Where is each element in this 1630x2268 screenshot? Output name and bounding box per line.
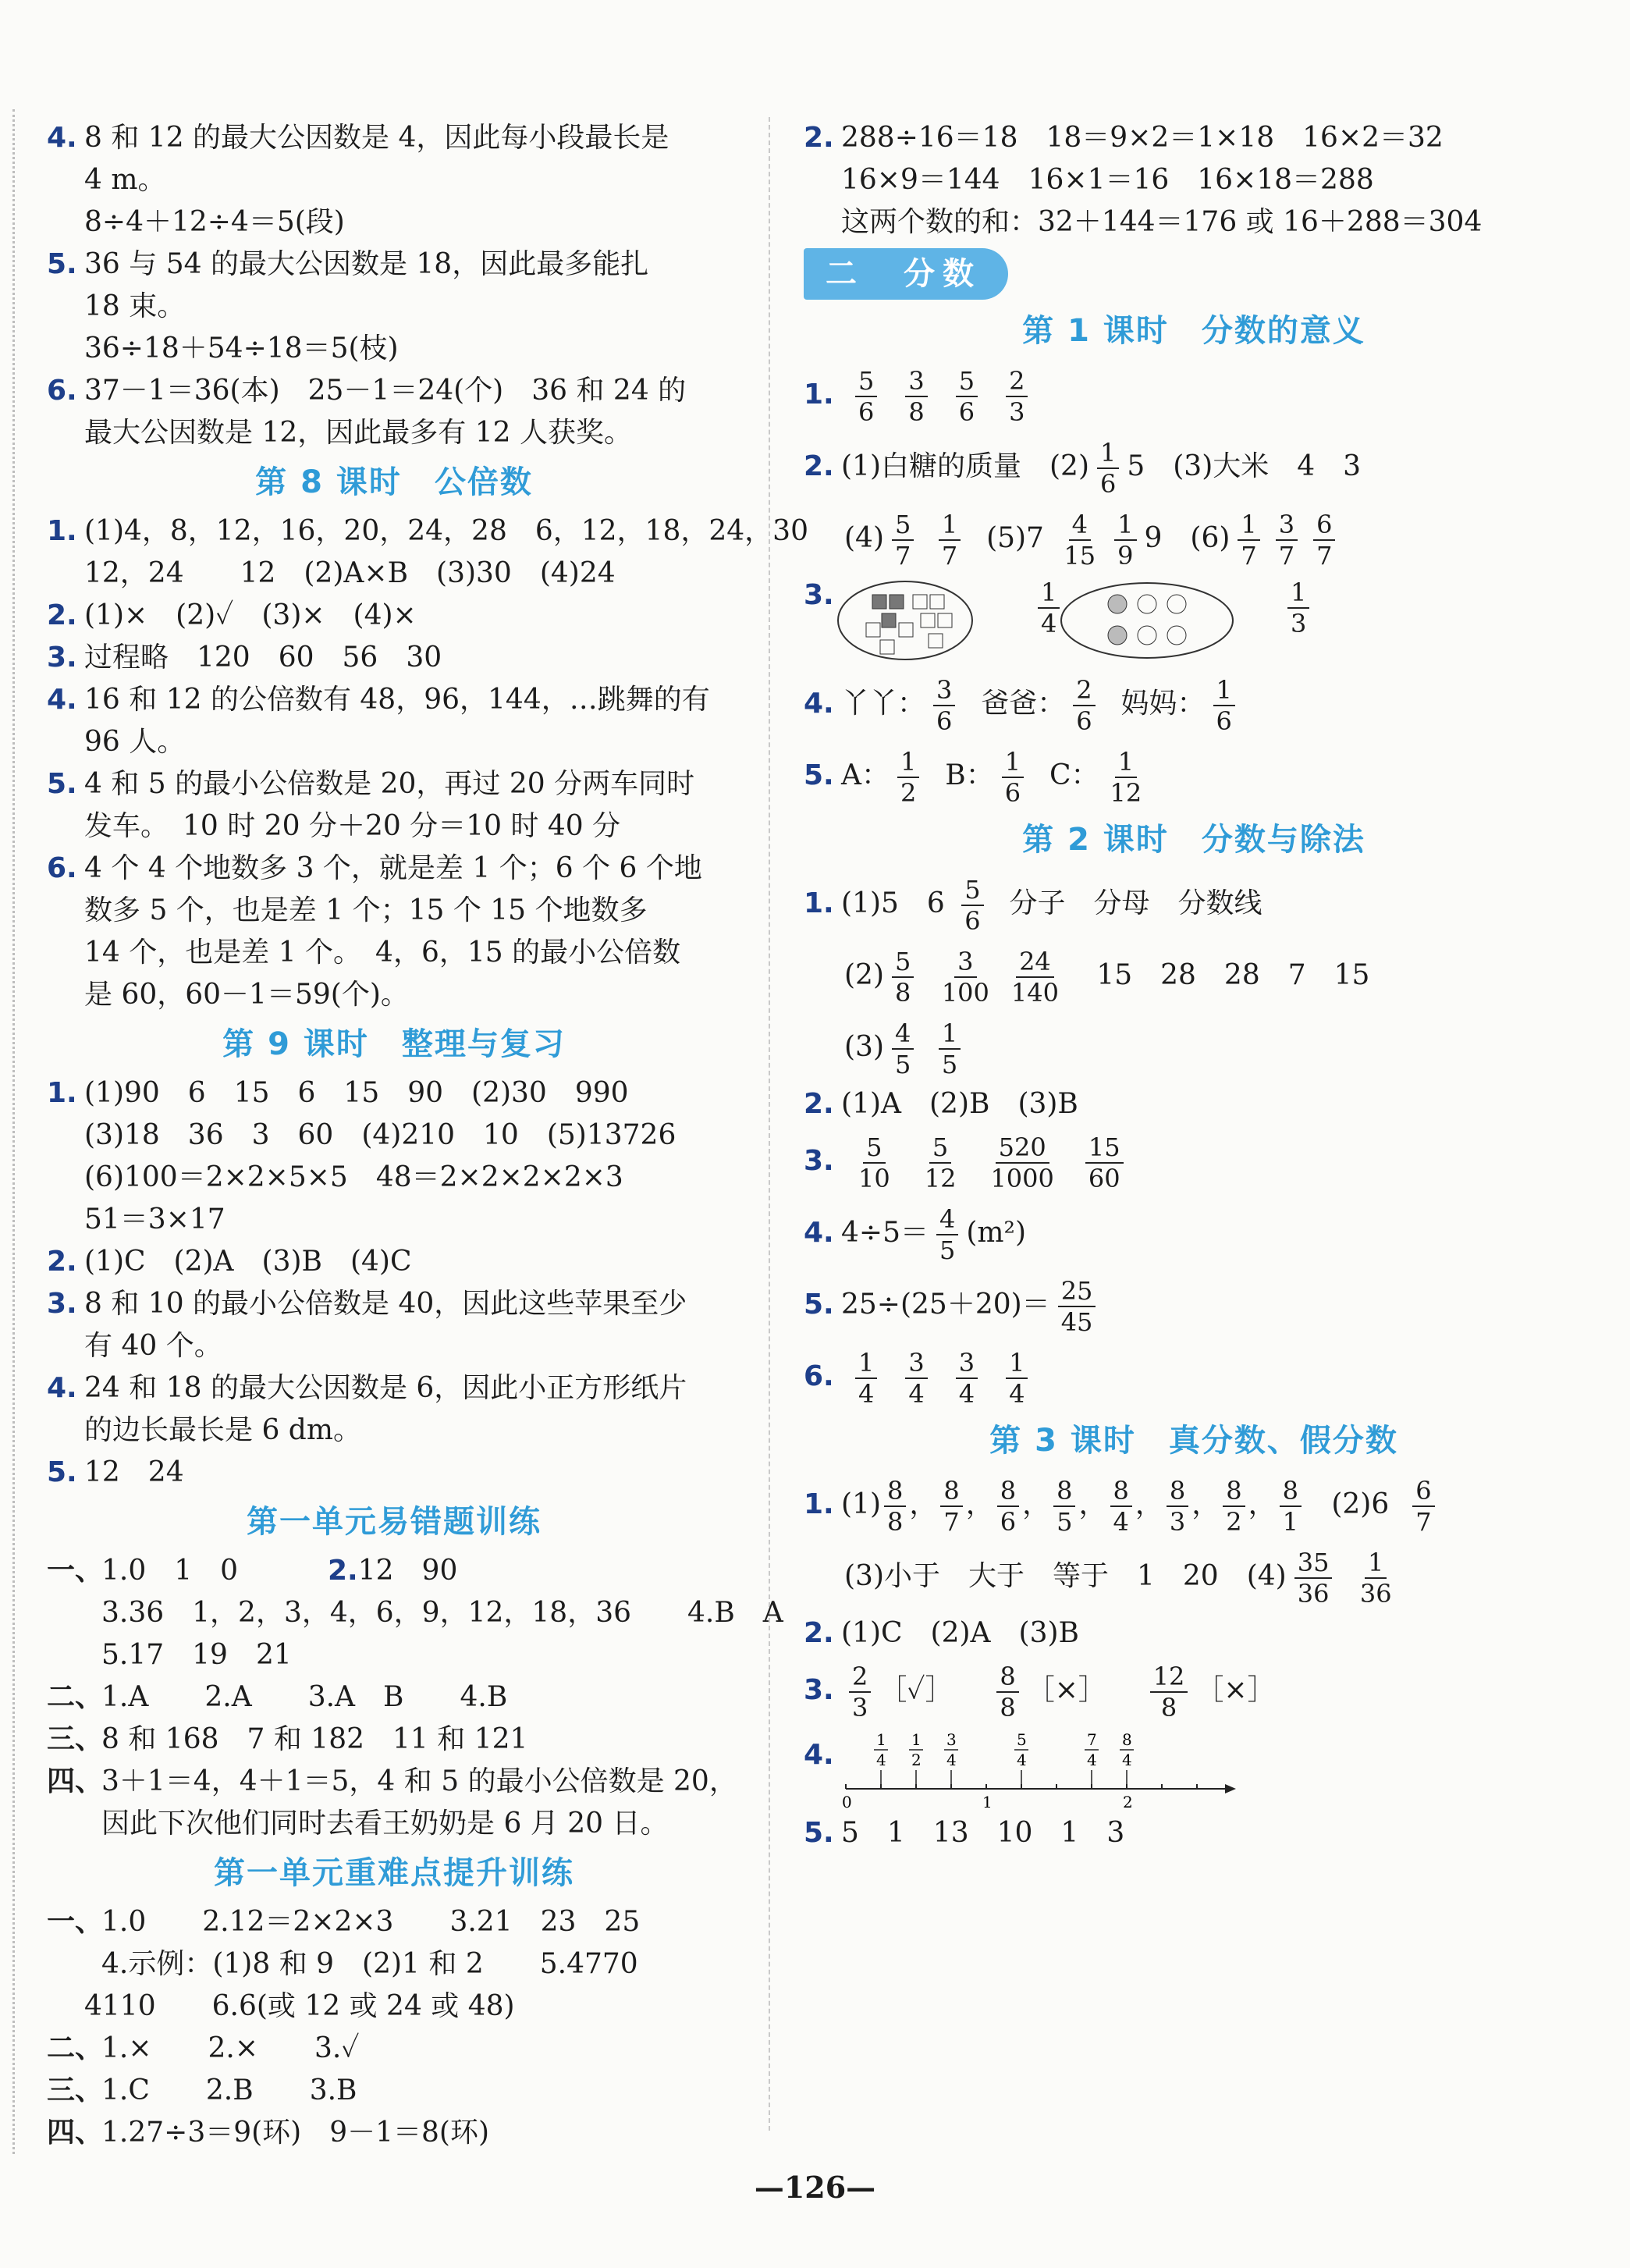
- answers-block-continued: [804, 117, 1584, 244]
- p1-q2-line1: 2. (1)白糖的质量 (2) $\frac{1}{6}$ 5 (3)大米 4 3: [804, 438, 1362, 499]
- answer-text: 发车。 10 时 20 分＋20 分＝10 时 40 分: [84, 810, 621, 842]
- answer-line: [47, 1550, 741, 1592]
- answer-text: 12 90: [357, 1555, 458, 1587]
- answer-text: 3.36 1，2，3，4，6，9，12，18，36 4.B A: [101, 1597, 783, 1629]
- lesson2-heading: 第 2 课时 分数与除法: [1022, 822, 1365, 858]
- answer-text: (1)C (2)A (3)B (4)C: [84, 1246, 412, 1278]
- answer-text: 96 人。: [84, 726, 186, 758]
- answer-line: [47, 2112, 741, 2154]
- unit1-key-heading: 第一单元重难点提升训练: [214, 1855, 574, 1891]
- answer-line: [47, 201, 741, 244]
- svg-text:7: 7: [1087, 1730, 1097, 1749]
- fraction: $\frac{5}{6}$: [961, 875, 983, 936]
- question-number: 四、: [47, 1765, 104, 1797]
- answer-text: 最大公因数是 12，因此最多有 12 人获奖。: [84, 417, 632, 449]
- answer-text: 12，24 12 (2)A×B (3)30 (4)24: [84, 557, 616, 589]
- question-number: 4.: [47, 122, 77, 154]
- answer-line: [47, 763, 741, 805]
- svg-text:8: 8: [1122, 1730, 1132, 1749]
- answer-line: [47, 2070, 741, 2112]
- answer-line: [47, 1943, 741, 1985]
- answer-line: [47, 1634, 741, 1676]
- answer-line: [47, 117, 741, 159]
- answer-text: 24 和 18 的最大公因数是 6，因此小正方形纸片: [84, 1372, 687, 1404]
- answer-text: 数多 5 个，也是差 1 个；15 个 15 个地数多: [84, 894, 648, 926]
- answer-line: [47, 1761, 741, 1803]
- fraction: $\frac{15}{60}$: [1085, 1132, 1124, 1193]
- answer-text: 36÷18＋54÷18＝5(枝): [84, 332, 399, 364]
- unit2-badge: 二 分数: [804, 248, 1008, 300]
- fraction: $\frac{24}{140}$: [1010, 947, 1059, 1008]
- answer-text: 的边长最长是 6 dm。: [84, 1414, 361, 1446]
- fraction: $\frac{2}{6}$: [1073, 675, 1095, 736]
- fraction: $\frac{5}{6}$: [956, 366, 978, 427]
- question-number: 2.: [328, 1555, 358, 1587]
- fraction: $\frac{8}{5}$: [1053, 1476, 1075, 1537]
- fraction: $\frac{8}{8}$: [884, 1476, 906, 1537]
- answer-line: [47, 370, 741, 412]
- answer-line: [47, 1241, 741, 1283]
- answer-line: [47, 932, 741, 974]
- fraction: $\frac{1}{5}$: [939, 1018, 961, 1079]
- fraction: $\frac{1}{4}$: [1038, 578, 1060, 638]
- p1-q2-line2: (4) $\frac{5}{7}$ $\frac{1}{7}$ (5)7 $\frac{4}{15}$ $\frac{1}{9}$ 9 (6) $\frac{1}{7}$ $\frac{3}{7}$ $\frac{6}{7}$: [804, 503, 1584, 574]
- svg-text:2: 2: [911, 1751, 922, 1769]
- answer-line: [47, 1452, 741, 1494]
- answer-line: [47, 1325, 741, 1367]
- p3-q1-line1: 1. (1) $\frac{8}{8}$ ， $\frac{8}{7}$ ， $\frac{8}{6}$ ， $\frac{8}{5}$ ， $\frac{8}{4}$ ， $\frac{8}{3}$ ， $\frac{8}{2}$ ， $\frac{8}{1}$ (2)6 $\frac{6}{7}$: [804, 1469, 1584, 1541]
- question-number: 2.: [47, 1246, 77, 1278]
- answer-line: [47, 1592, 783, 1634]
- fraction: $\frac{3}{100}$: [941, 947, 989, 1008]
- fraction: $\frac{5}{12}$: [924, 1132, 957, 1193]
- answer-text: 1.0 1 0: [101, 1555, 295, 1587]
- lesson1-heading: 第 1 课时 分数的意义: [1022, 313, 1365, 349]
- answer-text: 36 与 54 的最大公因数是 18，因此最多能扎: [84, 248, 649, 280]
- p2-q6: 6. $\frac{1}{4}$ $\frac{3}{4}$ $\frac{3}{4}$ $\frac{1}{4}$: [804, 1341, 1584, 1413]
- answer-text: 4110 6.6(或 12 或 24 或 48): [84, 1990, 515, 2022]
- answer-text: 1.C 2.B 3.B: [101, 2074, 357, 2106]
- answer-line: [47, 1719, 741, 1761]
- question-number: 5.: [47, 768, 77, 800]
- question-number: 三、: [47, 2074, 104, 2106]
- answer-text: (6)100＝2×2×5×5 48＝2×2×2×2×3: [84, 1161, 623, 1193]
- answer-line: [47, 1367, 741, 1410]
- answer-line: [47, 1157, 741, 1199]
- fraction: $\frac{25}{45}$: [1058, 1276, 1096, 1337]
- fraction: $\frac{1}{9}$: [1114, 510, 1136, 571]
- fraction: $\frac{8}{2}$: [1223, 1476, 1245, 1537]
- answer-line: [47, 1199, 741, 1241]
- fraction: $\frac{5}{6}$: [855, 366, 877, 427]
- answers-block-unit1-key: [47, 1901, 741, 2154]
- question-number: 4.: [47, 684, 77, 716]
- smiley-oval: [1061, 583, 1233, 658]
- p1-q1: 1. $\frac{5}{6}$ $\frac{3}{8}$ $\frac{5}{6}$ $\frac{2}{3}$: [804, 359, 1584, 431]
- question-number: 3.: [47, 1288, 77, 1320]
- answer-text: 5.17 19 21: [101, 1639, 292, 1671]
- fraction: $\frac{1}{36}$: [1359, 1548, 1392, 1609]
- answer-line: [47, 637, 741, 679]
- p2-q1-line3: (3) $\frac{4}{5}$ $\frac{1}{5}$: [804, 1011, 1584, 1083]
- answer-text: 288÷16＝18 18＝9×2＝1×18 16×2＝32: [841, 122, 1444, 154]
- answer-text: 12 24: [84, 1456, 184, 1488]
- number-line-fraction-label: [944, 1730, 958, 1789]
- question-number: 6.: [47, 375, 77, 407]
- fraction: $\frac{6}{7}$: [1412, 1476, 1434, 1537]
- right-column: [804, 117, 1584, 1854]
- lesson9-heading: 第 9 课时 整理与复习: [222, 1026, 566, 1062]
- answer-line: [804, 117, 1584, 159]
- fraction: $\frac{8}{4}$: [1110, 1476, 1132, 1537]
- fraction: $\frac{3}{4}$: [956, 1348, 978, 1409]
- p3-q1-line2: (3)小于 大于 等于 1 20 (4) $\frac{35}{36}$ $\frac{1}{36}$: [804, 1541, 1584, 1612]
- svg-text:4: 4: [1122, 1751, 1132, 1769]
- answer-text: 过程略 120 60 56 30: [84, 642, 442, 674]
- answer-line: [47, 1803, 741, 1845]
- answers-block-lesson9: [47, 1072, 741, 1494]
- answer-line: [47, 2028, 741, 2070]
- fraction: $\frac{8}{3}$: [1167, 1476, 1188, 1537]
- answer-line: [47, 890, 741, 932]
- fraction: $\frac{2}{3}$: [1006, 366, 1028, 427]
- fraction: $\frac{35}{36}$: [1294, 1548, 1333, 1609]
- question-number: 3.: [47, 642, 77, 674]
- fraction: $\frac{5}{10}$: [858, 1132, 890, 1193]
- page-edge-decoration: [12, 109, 15, 2154]
- answer-line: [47, 553, 741, 595]
- svg-text:4: 4: [876, 1751, 886, 1769]
- svg-text:1: 1: [911, 1730, 922, 1749]
- p2-q3: 3. $\frac{5}{10}$ $\frac{5}{12}$ $\frac{520}{1000}$ $\frac{15}{60}$: [804, 1125, 1584, 1197]
- answer-line: [804, 201, 1584, 244]
- number-line-fraction-label: [909, 1730, 923, 1789]
- unit1-error-heading: 第一单元易错题训练: [247, 1504, 542, 1540]
- fraction: $\frac{3}{4}$: [905, 1348, 927, 1409]
- answer-line: [804, 159, 1584, 201]
- answer-text: 有 40 个。: [84, 1330, 222, 1362]
- number-line-fraction-label: [1120, 1730, 1134, 1789]
- fraction: $\frac{5}{7}$: [892, 510, 914, 571]
- question-number: 1.: [47, 515, 77, 547]
- p1-q3: 3. $\frac{1}{4}$ $\frac{1}{3}$: [804, 574, 1584, 668]
- answer-line: [47, 328, 741, 370]
- answer-text: 8 和 12 的最大公因数是 4，因此每小段最长是: [84, 122, 669, 154]
- question-number: 5.: [47, 1456, 77, 1488]
- number-line-fraction-label: [874, 1730, 888, 1789]
- answer-line: [47, 1072, 741, 1114]
- answer-text: 1.27÷3＝9(环) 9－1＝8(环): [101, 2117, 490, 2149]
- number-line-fraction-label: [1014, 1730, 1028, 1789]
- fraction: $\frac{1}{4}$: [855, 1348, 877, 1409]
- answer-line: [47, 1901, 741, 1943]
- answer-text: 16×9＝144 16×1＝16 16×18＝288: [841, 164, 1374, 196]
- svg-text:1: 1: [876, 1730, 886, 1749]
- page-number: —126—: [754, 2170, 876, 2205]
- question-number: 6.: [47, 852, 77, 884]
- left-column: [47, 117, 808, 2154]
- lesson8-heading: 第 8 课时 公倍数: [255, 464, 533, 500]
- question-number: 三、: [47, 1723, 104, 1755]
- fraction: $\frac{1}{6}$: [1213, 675, 1235, 736]
- answer-text: 3＋1＝4，4＋1＝5，4 和 5 的最小公倍数是 20，: [101, 1765, 737, 1797]
- number-line: [838, 1726, 1275, 1812]
- answer-line: [47, 1410, 741, 1452]
- answer-line: [47, 286, 741, 328]
- svg-text:3: 3: [946, 1730, 957, 1749]
- number-line-tick-label: 1: [982, 1793, 993, 1811]
- p1-q5: 5. A： $\frac{1}{2}$ B： $\frac{1}{6}$ C： $\frac{1}{12}$: [804, 740, 1584, 812]
- lesson3-heading: 第 3 课时 真分数、假分数: [989, 1423, 1398, 1459]
- fraction: $\frac{2}{3}$: [849, 1662, 871, 1722]
- number-line-tick-label: 2: [1123, 1793, 1133, 1811]
- answer-text: 因此下次他们同时去看王奶奶是 6 月 20 日。: [101, 1808, 669, 1840]
- number-line-arrow: [1225, 1784, 1236, 1793]
- answer-text: (1)× (2)✓ (3)× (4)×: [84, 599, 417, 631]
- answer-line: [47, 848, 741, 890]
- fraction: $\frac{1}{6}$: [1097, 438, 1119, 499]
- answer-line: [47, 1283, 741, 1325]
- svg-text:4: 4: [1017, 1751, 1027, 1769]
- svg-text:5: 5: [1017, 1730, 1027, 1749]
- fraction: $\frac{4}{5}$: [936, 1204, 958, 1265]
- question-number: 5.: [47, 248, 77, 280]
- fraction: $\frac{3}{6}$: [933, 675, 955, 736]
- p1-q4: 4. 丫丫： $\frac{3}{6}$ 爸爸： $\frac{2}{6}$ 妈妈： $\frac{1}{6}$: [804, 668, 1584, 740]
- question-number: 1.: [47, 1077, 77, 1109]
- fraction: $\frac{8}{7}$: [940, 1476, 962, 1537]
- p3-q2: 2. (1)C (2)A (3)B: [804, 1617, 1079, 1649]
- answer-text: (1)4，8，12，16，20，24，28 6，12，18，24，30: [84, 515, 808, 547]
- fraction: $\frac{6}{7}$: [1313, 510, 1335, 571]
- answer-line: [47, 412, 741, 454]
- fraction: $\frac{8}{6}$: [997, 1476, 1019, 1537]
- p3-q5: 5. 5 1 13 10 1 3: [804, 1817, 1125, 1849]
- fraction: $\frac{1}{4}$: [1006, 1348, 1028, 1409]
- fraction: $\frac{4}{5}$: [892, 1018, 914, 1079]
- answer-text: 这两个数的和：32＋144＝176 或 16＋288＝304: [841, 206, 1483, 238]
- question-number: 4.: [47, 1372, 77, 1404]
- fraction: $\frac{8}{1}$: [1280, 1476, 1302, 1537]
- fraction: $\frac{3}{7}$: [1276, 510, 1298, 571]
- answers-block-lesson8: [47, 510, 808, 1016]
- question-number: 一、: [47, 1555, 104, 1587]
- answer-text: 1.× 2.× 3.✓: [101, 2032, 360, 2064]
- fraction: $\frac{1}{2}$: [897, 747, 919, 808]
- p3-q4: 4. 0 1 2 1 4 1 2 3 4 5 4 7 4 8 4: [804, 1726, 1584, 1812]
- fraction: $\frac{1}{7}$: [939, 510, 961, 571]
- question-number: 2.: [47, 599, 77, 631]
- answer-line: [47, 1676, 741, 1719]
- answer-text: 16 和 12 的公倍数有 48，96，144，…跳舞的有: [84, 684, 710, 716]
- answer-line: [47, 974, 741, 1016]
- answer-text: 4 和 5 的最小公倍数是 20，再过 20 分两车同时: [84, 768, 695, 800]
- answer-text: 8÷4＋12÷4＝5(段): [84, 206, 345, 238]
- answer-text: 37－1＝36(本) 25－1＝24(个) 36 和 24 的: [84, 375, 687, 407]
- answer-text: 8 和 10 的最小公倍数是 40，因此这些苹果至少: [84, 1288, 687, 1320]
- question-number: 四、: [47, 2117, 104, 2149]
- p2-q4: 4. 4÷5＝ $\frac{4}{5}$ (m²): [804, 1204, 1027, 1265]
- answer-text: 4 m。: [84, 164, 166, 196]
- answer-text: 18 束。: [84, 290, 186, 322]
- number-line-tick-label: 0: [842, 1793, 852, 1811]
- answer-text: 是 60，60－1＝59(个)。: [84, 979, 409, 1011]
- squares-oval: [838, 581, 972, 659]
- svg-text:4: 4: [946, 1751, 957, 1769]
- p2-q1-line1: 1. (1)5 6 $\frac{5}{6}$ 分子 分母 分数线: [804, 875, 1262, 936]
- answer-text: 51＝3×17: [84, 1203, 226, 1235]
- number-line-fraction-label: [1085, 1730, 1099, 1789]
- p3-q3: 3. $\frac{2}{3}$ ［✓］ $\frac{8}{8}$ ［×］ $\frac{12}{8}$ ［×］: [804, 1662, 1276, 1722]
- answer-text: 4.示例：(1)8 和 9 (2)1 和 2 5.4770: [101, 1948, 638, 1980]
- answer-line: [47, 1114, 741, 1157]
- fraction: $\frac{1}{12}$: [1110, 747, 1142, 808]
- fraction: $\frac{1}{6}$: [1002, 747, 1024, 808]
- answer-line: [47, 159, 741, 201]
- fraction: $\frac{12}{8}$: [1150, 1662, 1188, 1722]
- answer-line: [47, 1985, 741, 2028]
- answer-text: 8 和 168 7 和 182 11 和 121: [101, 1723, 528, 1755]
- answer-line: [47, 244, 741, 286]
- fraction: $\frac{8}{8}$: [996, 1662, 1018, 1722]
- answers-block-lesson7: [47, 117, 741, 454]
- answer-text: (3)18 36 3 60 (4)210 10 (5)13726: [84, 1119, 677, 1151]
- p2-q1-line2: (2) $\frac{5}{8}$ $\frac{3}{100}$ $\frac{24}{140}$ 15 28 28 7 15: [844, 947, 1370, 1008]
- question-number: 二、: [47, 2032, 104, 2064]
- answer-text: (1)90 6 15 6 15 90 (2)30 990: [84, 1077, 629, 1109]
- answer-line: [47, 805, 741, 848]
- p2-q5: 5. 25÷(25＋20)＝ $\frac{25}{45}$: [804, 1269, 1584, 1341]
- fraction: $\frac{4}{15}$: [1064, 510, 1096, 571]
- fraction: $\frac{1}{7}$: [1238, 510, 1259, 571]
- fraction: $\frac{5}{8}$: [892, 947, 914, 1008]
- answer-text: 14 个，也是差 1 个。 4，6，15 的最小公倍数: [84, 937, 681, 969]
- fraction: $\frac{1}{3}$: [1287, 578, 1309, 638]
- answer-text: 1.A 2.A 3.A B 4.B: [101, 1681, 508, 1713]
- answer-line: [47, 510, 808, 553]
- p2-q2: 2. (1)A (2)B (3)B: [804, 1088, 1078, 1120]
- svg-text:4: 4: [1087, 1751, 1097, 1769]
- answers-block-unit1-errors: [47, 1550, 783, 1845]
- answer-line: [47, 679, 741, 721]
- fraction: $\frac{3}{8}$: [905, 366, 927, 427]
- question-number: 2.: [804, 122, 834, 154]
- question-number: 一、: [47, 1906, 104, 1938]
- answer-line: [47, 595, 741, 637]
- answer-line: [47, 721, 741, 763]
- answer-text: 1.0 2.12＝2×2×3 3.21 23 25: [101, 1906, 641, 1938]
- column-divider: [769, 117, 770, 2131]
- fraction: $\frac{520}{1000}$: [990, 1132, 1054, 1193]
- question-number: 二、: [47, 1681, 104, 1713]
- answer-text: 4 个 4 个地数多 3 个，就是差 1 个；6 个 6 个地: [84, 852, 702, 884]
